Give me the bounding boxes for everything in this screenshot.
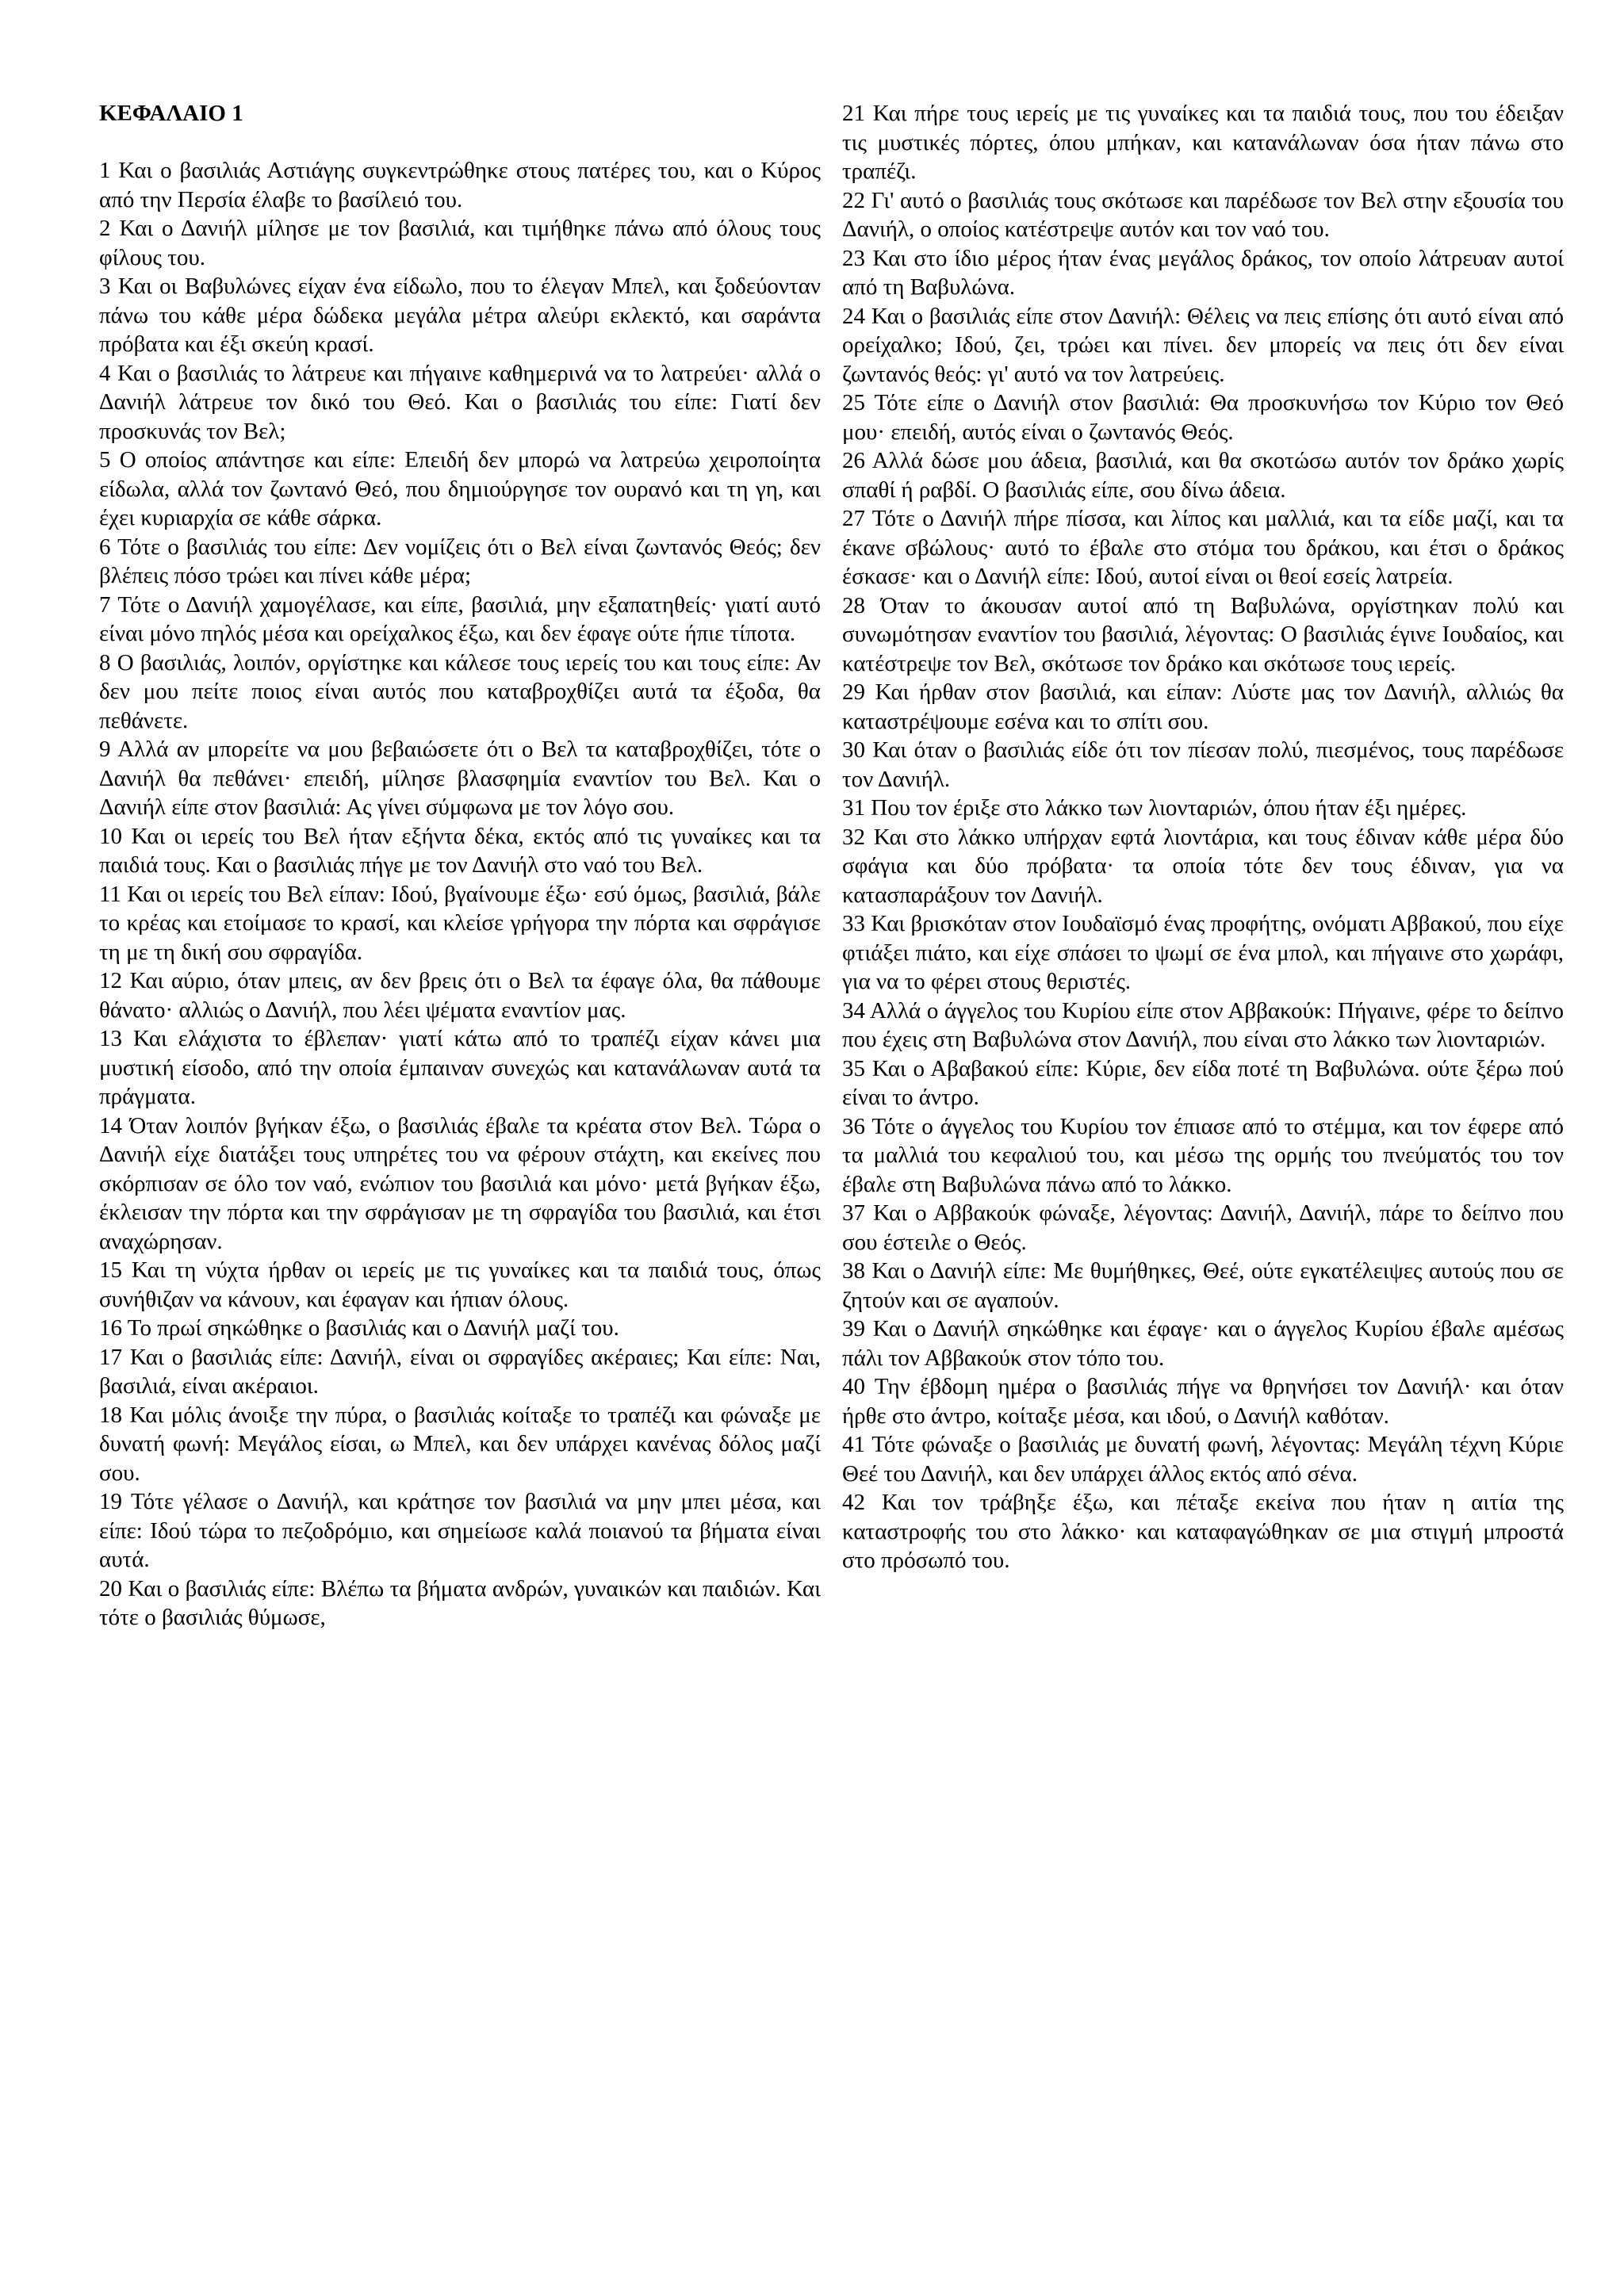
verse: 2 Και ο Δανιήλ μίλησε με τον βασιλιά, και τιμήθηκε πάνω από όλους τους φίλους του.	[99, 216, 821, 270]
verse: 35 Και ο Αβαβακού είπε: Κύριε, δεν είδα ποτέ τη Βαβυλώνα. ούτε ξέρω πού είναι το άντρο.	[842, 1055, 1564, 1110]
verse: 3 Και οι Βαβυλώνες είχαν ένα είδωλο, που το έλεγαν Μπελ, και ξοδεύονταν πάνω του κάθε μέρα δώδεκα μεγάλα μέτρα αλεύρι εκλεκτό, και σαράντα πρόβατα και έξι σκεύη κρασί.	[99, 274, 821, 357]
verse: 9 Αλλά αν μπορείτε να μου βεβαιώσετε ότι ο Βελ τα καταβροχθίζει, τότε ο Δανιήλ θα πεθάνει· επειδή, μίλησε βλασφημία εναντίον του Βελ. Και ο Δανιήλ είπε στον βασιλιά: Ας γίνει σύμφωνα με τον λόγο σου.	[99, 737, 821, 820]
verse: 6 Τότε ο βασιλιάς του είπε: Δεν νομίζεις ότι ο Βελ είναι ζωντανός Θεός; δεν βλέπεις πόσο τρώει και πίνει κάθε μέρα;	[99, 534, 821, 588]
verse: 26 Αλλά δώσε μου άδεια, βασιλιά, και θα σκοτώσω αυτόν τον δράκο χωρίς σπαθί ή ραβδί. Ο βασιλιάς είπε, σου δίνω άδεια.	[842, 448, 1564, 503]
verse: 17 Και ο βασιλιάς είπε: Δανιήλ, είναι οι σφραγίδες ακέραιες; Και είπε: Ναι, βασιλιά, είναι ακέραιοι.	[99, 1344, 821, 1399]
left-column	[99, 99, 821, 1632]
verse: 11 Και οι ιερείς του Βελ είπαν: Ιδού, βγαίνουμε έξω· εσύ όμως, βασιλιά, βάλε το κρέας και ετοίμασε το κρασί, και κλείσε γρήγορα την πόρτα και σφράγισε τη με τη δική σου σφραγίδα.	[99, 881, 821, 965]
verse: 10 Και οι ιερείς του Βελ ήταν εξήντα δέκα, εκτός από τις γυναίκες και τα παιδιά τους. Και ο βασιλιάς πήγε με τον Δανιήλ στο ναό του Βελ.	[99, 823, 821, 878]
verse: 34 Αλλά ο άγγελος του Κυρίου είπε στον Αββακούκ: Πήγαινε, φέρε το δείπνο που έχεις στη Βαβυλώνα στον Δανιήλ, που είναι στο λάκκο των λιονταριών.	[842, 997, 1564, 1052]
verse: 1 Και ο βασιλιάς Αστιάγης συγκεντρώθηκε στους πατέρες του, και ο Κύρος από την Περσία έλαβε το βασίλειό του.	[99, 158, 821, 212]
verse: 24 Και ο βασιλιάς είπε στον Δανιήλ: Θέλεις να πεις επίσης ότι αυτό είναι από ορείχαλκο; Ιδού, ζει, τρώει και πίνει. δεν μπορείς να πεις ότι δεν είναι ζωντανός θεός: γι' αυτό να τον λατρεύεις.	[842, 303, 1564, 387]
right-column	[842, 99, 1564, 1575]
verse: 8 Ο βασιλιάς, λοιπόν, οργίστηκε και κάλεσε τους ιερείς του και τους είπε: Αν δεν μου πείτε ποιος είναι αυτός που καταβροχθίζει αυτά τα έξοδα, θα πεθάνετε.	[99, 649, 821, 733]
verse: 31 Που τον έριξε στο λάκκο των λιονταριών, όπου ήταν έξι ημέρες.	[842, 795, 1467, 821]
verse: 13 Και ελάχιστα το έβλεπαν· γιατί κάτω από το τραπέζι είχαν κάνει μια μυστική είσοδο, από την οποία έμπαιναν συνεχώς και κατανάλωναν αυτά τα πράγματα.	[99, 1026, 821, 1109]
verse: 21 Και πήρε τους ιερείς με τις γυναίκες και τα παιδιά τους, που του έδειξαν τις μυστικές πόρτες, όπου μπήκαν, και κατανάλωναν όσα ήταν πάνω στο τραπέζι.	[842, 101, 1564, 184]
verse: 27 Τότε ο Δανιήλ πήρε πίσσα, και λίπος και μαλλιά, και τα είδε μαζί, και τα έκανε σβώλους· αυτό το έβαλε στο στόμα του δράκου, και έτσι ο δράκος έσκασε· και ο Δανιήλ είπε: Ιδού, αυτοί είναι οι θεοί εσείς λατρεία.	[842, 506, 1564, 589]
verse: 33 Και βρισκόταν στον Ιουδαϊσμό ένας προφήτης, ονόματι Αββακού, που είχε φτιάξει πιάτο, και είχε σπάσει το ψωμί σε ένα μπολ, και πήγαινε στο χωράφι, για να το φέρει στους θεριστές.	[842, 911, 1564, 994]
verse: 32 Και στο λάκκο υπήρχαν εφτά λιοντάρια, και τους έδιναν κάθε μέρα δύο σφάγια και δύο πρόβατα· τα οποία τότε δεν τους έδιναν, για να κατασπαράξουν τον Δανιήλ.	[842, 824, 1564, 908]
verse: 22 Γι' αυτό ο βασιλιάς τους σκότωσε και παρέδωσε τον Βελ στην εξουσία του Δανιήλ, ο οποίος κατέστρεψε αυτόν και τον ναό του.	[842, 187, 1564, 242]
verse: 5 Ο οποίος απάντησε και είπε: Επειδή δεν μπορώ να λατρεύω χειροποίητα είδωλα, αλλά τον ζωντανό Θεό, που δημιούργησε τον ουρανό και τη γη, και έχει κυριαρχία σε κάθε σάρκα.	[99, 447, 821, 530]
verse: 36 Τότε ο άγγελος του Κυρίου τον έπιασε από το στέμμα, και τον έφερε από τα μαλλιά του κεφαλιού του, και μέσω της ορμής του πνεύματός του τον έβαλε στη Βαβυλώνα πάνω από το λάκκο.	[842, 1113, 1564, 1197]
verse: 28 Όταν το άκουσαν αυτοί από τη Βαβυλώνα, οργίστηκαν πολύ και συνωμότησαν εναντίον του βασιλιά, λέγοντας: Ο βασιλιάς έγινε Ιουδαίος, και κατέστρεψε τον Βελ, σκότωσε τον δράκο και σκότωσε τους ιερείς.	[842, 592, 1564, 676]
verse: 25 Τότε είπε ο Δανιήλ στον βασιλιά: Θα προσκυνήσω τον Κύριο τον Θεό μου· επειδή, αυτός είναι ο ζωντανός Θεός.	[842, 390, 1564, 445]
verse: 18 Και μόλις άνοιξε την πύρα, ο βασιλιάς κοίταξε το τραπέζι και φώναξε με δυνατή φωνή: Μεγάλος είσαι, ω Μπελ, και δεν υπάρχει κανένας δόλος μαζί σου.	[99, 1402, 821, 1486]
verse: 39 Και ο Δανιήλ σηκώθηκε και έφαγε· και ο άγγελος Κυρίου έβαλε αμέσως πάλι τον Αββακούκ στον τόπο του.	[842, 1316, 1564, 1371]
verse: 19 Τότε γέλασε ο Δανιήλ, και κράτησε τον βασιλιά να μην μπει μέσα, και είπε: Ιδού τώρα το πεζοδρόμιο, και σημείωσε καλά ποιανού τα βήματα είναι αυτά.	[99, 1489, 821, 1572]
verse: 15 Και τη νύχτα ήρθαν οι ιερείς με τις γυναίκες και τα παιδιά τους, όπως συνήθιζαν να κάνουν, και έφαγαν και ήπιαν όλους.	[99, 1257, 821, 1312]
verse: 38 Και ο Δανιήλ είπε: Με θυμήθηκες, Θεέ, ούτε εγκατέλειψες αυτούς που σε ζητούν και σε αγαπούν.	[842, 1258, 1564, 1313]
verse: 23 Και στο ίδιο μέρος ήταν ένας μεγάλος δράκος, τον οποίο λάτρευαν αυτοί από τη Βαβυλώνα.	[842, 245, 1564, 300]
verse: 41 Τότε φώναξε ο βασιλιάς με δυνατή φωνή, λέγοντας: Μεγάλη τέχνη Κύριε Θεέ του Δανιήλ, και δεν υπάρχει άλλος εκτός από σένα.	[842, 1432, 1564, 1487]
chapter-heading: ΚΕΦΑΛΑΙΟ 1	[99, 101, 243, 126]
verse: 30 Και όταν ο βασιλιάς είδε ότι τον πίεσαν πολύ, πιεσμένος, τους παρέδωσε τον Δανιήλ.	[842, 737, 1564, 792]
verse: 12 Και αύριο, όταν μπεις, αν δεν βρεις ότι ο Βελ τα έφαγε όλα, θα πάθουμε θάνατο· αλλιώς ο Δανιήλ, που λέει ψέματα εναντίον μας.	[99, 968, 821, 1023]
verse: 20 Και ο βασιλιάς είπε: Βλέπω τα βήματα ανδρών, γυναικών και παιδιών. Και τότε ο βασιλιάς θύμωσε,	[99, 1575, 821, 1630]
verse: 37 Και ο Αββακούκ φώναξε, λέγοντας: Δανιήλ, Δανιήλ, πάρε το δείπνο που σου έστειλε ο Θεός.	[842, 1200, 1564, 1255]
verse: 29 Και ήρθαν στον βασιλιά, και είπαν: Λύστε μας τον Δανιήλ, αλλιώς θα καταστρέψουμε εσένα και το σπίτι σου.	[842, 679, 1564, 734]
verse: 14 Όταν λοιπόν βγήκαν έξω, ο βασιλιάς έβαλε τα κρέατα στον Βελ. Τώρα ο Δανιήλ είχε διατάξει τους υπηρέτες του να φέρουν στάχτη, και εκείνες που σκόρπισαν σε όλο τον ναό, ενώπιον του βασιλιά και μόνο· μετά βγήκαν έξω, έκλεισαν την πόρτα και την σφράγισαν με τη σφραγίδα του βασιλιά, και έτσι αναχώρησαν.	[99, 1112, 821, 1254]
verse: 42 Και τον τράβηξε έξω, και πέταξε εκείνα που ήταν η αιτία της καταστροφής του στο λάκκο· και καταφαγώθηκαν σε μια στιγμή μπροστά στο πρόσωπό του.	[842, 1490, 1564, 1573]
verse: 40 Την έβδομη ημέρα ο βασιλιάς πήγε να θρηνήσει τον Δανιήλ· και όταν ήρθε στο άντρο, κοίταξε μέσα, και ιδού, ο Δανιήλ καθόταν.	[842, 1374, 1564, 1429]
verse: 16 Το πρωί σηκώθηκε ο βασιλιάς και ο Δανιήλ μαζί του.	[99, 1315, 619, 1341]
verse: 4 Και ο βασιλιάς το λάτρευε και πήγαινε καθημερινά να το λατρεύει· αλλά ο Δανιήλ λάτρευε τον δικό του Θεό. Και ο βασιλιάς του είπε: Γιατί δεν προσκυνάς τον Βελ;	[99, 360, 821, 444]
verse: 7 Τότε ο Δανιήλ χαμογέλασε, και είπε, βασιλιά, μην εξαπατηθείς· γιατί αυτό είναι μόνο πηλός μέσα και ορείχαλκος έξω, και δεν έφαγε ούτε ήπιε τίποτα.	[99, 591, 821, 646]
